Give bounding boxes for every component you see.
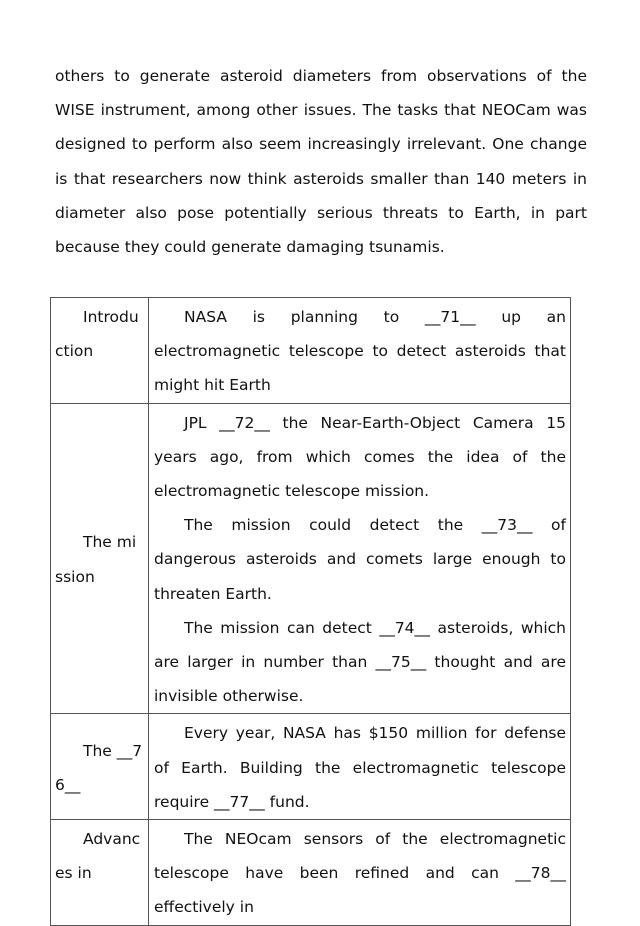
row-paragraph: NASA is planning to __71__ up an electromagnetic telescope to detect asteroids that might hit Earth xyxy=(154,308,566,395)
body-paragraph: others to generate asteroid diameters from observations of the WISE instrument, among other issues. The tasks that NEOCam was designed to perform also seem increasingly irrelevant. One change is that researchers now think asteroids smaller than 140 meters in diameter also pose potentially serious threats to Earth, in part because they could generate damaging tsunamis. xyxy=(55,67,587,257)
table-row xyxy=(51,403,571,714)
row-label: The mission xyxy=(55,533,137,586)
row-label: Introduction xyxy=(55,308,139,361)
row-paragraph: JPL __72__ the Near-Earth-Object Camera 15 years ago, from which comes the idea of the electromagnetic telescope mission. xyxy=(154,413,566,501)
row-paragraph: The mission can detect __74__ asteroids, which are larger in number than __75__ thought and are invisible otherwise. xyxy=(154,618,566,706)
row-paragraph: The mission could detect the __73__ of dangerous asteroids and comets large enough to threaten Earth. xyxy=(154,516,566,603)
table-row xyxy=(51,714,571,820)
row-label-cell xyxy=(51,298,149,404)
row-content-cell xyxy=(149,298,571,404)
table-row xyxy=(51,820,571,926)
row-label: Advances in xyxy=(55,830,141,883)
row-label-cell xyxy=(51,403,149,714)
row-content-cell xyxy=(149,820,571,926)
row-paragraph: The NEOcam sensors of the electromagnetic telescope have been refined and can __78__ effectively in xyxy=(154,830,566,917)
row-label: The __76__ xyxy=(55,741,143,794)
row-content-cell xyxy=(149,714,571,820)
row-label-cell xyxy=(51,820,149,926)
row-label-cell xyxy=(51,714,149,820)
row-content-cell xyxy=(149,403,571,714)
table-row xyxy=(51,298,571,404)
summary-table xyxy=(50,297,571,926)
row-paragraph: Every year, NASA has $150 million for defense of Earth. Building the electromagnetic telescope require __77__ fund. xyxy=(154,724,566,811)
